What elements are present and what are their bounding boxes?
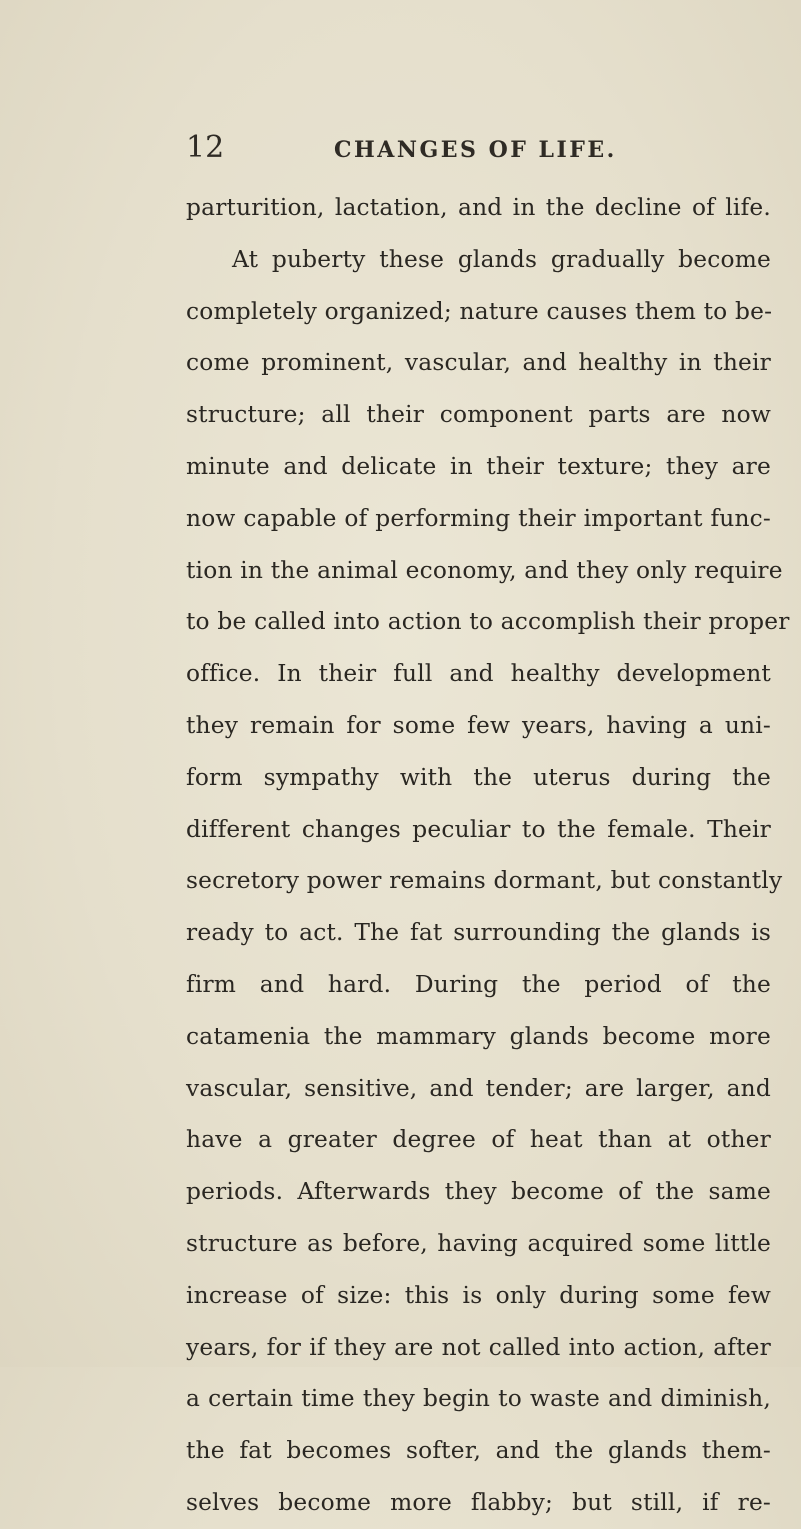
text-line: minute and delicate in their texture; they are (186, 452, 771, 480)
text-line: to be called into action to accomplish their proper (186, 608, 790, 636)
text-line: come prominent, vascular, and healthy in their (186, 349, 771, 377)
body-text (186, 182, 790, 1529)
text-line: catamenia the mammary glands become more (186, 1022, 771, 1050)
text-line: structure as before, having acquired some little (186, 1229, 771, 1257)
text-line: vascular, sensitive, and tender; are larger, and (186, 1074, 771, 1102)
text-line: At puberty these glands gradually become (232, 245, 771, 273)
text-line: structure; all their component parts are now (186, 401, 771, 429)
text-line: increase of size: this is only during some few (186, 1281, 771, 1309)
text-line: form sympathy with the uterus during the (186, 763, 771, 791)
running-head (186, 128, 617, 168)
text-line: they remain for some few years, having a uni- (186, 711, 771, 739)
text-line: ready to act. The fat surrounding the glands is (186, 919, 771, 947)
text-line: periods. Afterwards they become of the same (186, 1178, 771, 1206)
text-line: have a greater degree of heat than at other (186, 1126, 771, 1154)
text-line: years, for if they are not called into action, after (186, 1333, 771, 1361)
text-line: office. In their full and healthy development (186, 660, 771, 688)
text-line: now capable of performing their important func- (186, 504, 771, 532)
text-line: firm and hard. During the period of the (186, 970, 771, 998)
text-line: tion in the animal economy, and they only require (186, 556, 783, 584)
page-number: 12 (186, 130, 225, 165)
running-title: CHANGES OF LIFE. (334, 137, 617, 163)
text-line: parturition, lactation, and in the decline of life. (186, 194, 771, 221)
text-line: a certain time they begin to waste and diminish, (186, 1385, 771, 1413)
text-line: the fat becomes softer, and the glands them- (186, 1437, 771, 1465)
text-line: secretory power remains dormant, but constantly (186, 867, 783, 895)
text-line: completely organized; nature causes them to be- (186, 297, 773, 325)
text-line: selves become more flabby; but still, if re- (186, 1488, 771, 1516)
text-line: different changes peculiar to the female. Their (186, 815, 771, 843)
